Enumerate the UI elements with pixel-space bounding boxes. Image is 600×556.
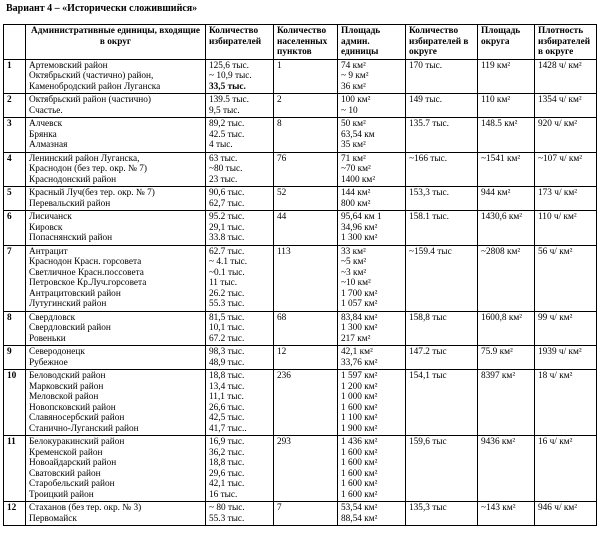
header-voters: Количество избирателей — [206, 25, 274, 60]
area-cell — [338, 211, 406, 246]
area-value: ~5 км² — [341, 257, 367, 267]
district-area-cell: 119 км² — [478, 59, 535, 94]
district-area-cell: 75.9 км² — [478, 346, 535, 370]
table-row — [4, 502, 597, 526]
area-value: ~ 10 — [341, 105, 358, 116]
voters-value: ~80 тыс. — [209, 164, 243, 174]
unit-name: Ленинский район Луганска, — [29, 153, 140, 164]
voters-value: 16,9 тыс. — [209, 437, 245, 447]
area-cell — [338, 311, 406, 346]
area-value: ~70 км² — [341, 164, 371, 174]
voters-value: 42,1 тыс. — [209, 479, 245, 489]
voters-value: 29,1 тыс. — [209, 222, 245, 233]
row-number: 1 — [4, 59, 26, 94]
voters-value: ~ 10,9 тыс. — [209, 71, 252, 81]
districts-table — [3, 24, 597, 526]
unit-name: Октябрьский (частично) район, — [29, 71, 154, 81]
header-area: Площадь админ. единицы — [338, 25, 406, 60]
voters-value: 42,5 тыс. — [209, 413, 245, 423]
unit-name: Меловской район — [29, 392, 99, 402]
area-value: 1 597 км² — [341, 371, 378, 381]
area-value: 1 600 км² — [341, 402, 378, 413]
settlements-cell: 12 — [274, 346, 338, 370]
unit-name: Антрацит — [29, 246, 68, 257]
header-settlements: Количество населенных пунктов — [274, 25, 338, 60]
units-cell — [26, 211, 206, 246]
unit-name: Кировск — [29, 222, 63, 233]
area-cell — [338, 436, 406, 502]
units-cell — [26, 311, 206, 346]
area-value: 33,76 км² — [341, 357, 378, 368]
settlements-cell: 76 — [274, 152, 338, 187]
unit-name: Попаснянский район — [29, 233, 113, 243]
voters-value: 48,9 тыс. — [209, 357, 245, 368]
district-area-cell: ~2808 км² — [478, 245, 535, 311]
document-title: Вариант 4 – «Исторически сложившийся» — [6, 3, 198, 14]
area-value: 1 600 км² — [341, 458, 378, 468]
unit-name: Новопсковский район — [29, 402, 116, 413]
unit-name: Троицкий район — [29, 489, 94, 500]
row-number: 2 — [4, 94, 26, 118]
voters-value: 62,7 тыс. — [209, 198, 245, 209]
unit-name: Ровеньки — [29, 333, 66, 344]
row-number: 9 — [4, 346, 26, 370]
voters-cell — [206, 502, 274, 526]
area-value: 100 км² — [341, 95, 371, 105]
header-density: Плотность избирателей в округе — [535, 25, 597, 60]
unit-name: Петровское Кр.Луч.горсовета — [29, 278, 147, 288]
units-cell — [26, 152, 206, 187]
area-value: 1400 км² — [341, 174, 376, 185]
unit-name: Рубежное — [29, 357, 68, 368]
voters-value: 55.3 тыс. — [209, 513, 245, 524]
area-value: 34,96 км² — [341, 222, 378, 233]
area-value: 50 км² — [341, 119, 366, 129]
area-value: 74 км² — [341, 60, 366, 71]
voters-value: 125,6 тыс. — [209, 60, 250, 71]
voters-value: 16 тыс. — [209, 489, 238, 500]
table-row — [4, 59, 597, 94]
units-cell — [26, 436, 206, 502]
voters-value: 4 тыс. — [209, 140, 233, 150]
unit-name: Кременской район — [29, 447, 103, 458]
district-area-cell: 8397 км² — [478, 370, 535, 436]
units-cell — [26, 370, 206, 436]
area-cell — [338, 346, 406, 370]
voters-value: 11 тыс. — [209, 278, 238, 288]
settlements-cell: 8 — [274, 118, 338, 153]
units-cell — [26, 502, 206, 526]
unit-name: Перевальский район — [29, 198, 111, 209]
row-number: 8 — [4, 311, 26, 346]
area-cell — [338, 187, 406, 211]
density-cell: 920 ч/ км² — [535, 118, 597, 153]
unit-name: Счастье. — [29, 105, 63, 116]
settlements-cell: 7 — [274, 502, 338, 526]
units-cell — [26, 59, 206, 94]
unit-name: Светличное Красн.поссовета — [29, 267, 144, 278]
district-voters-cell: 147.2 тыс — [406, 346, 478, 370]
unit-name: Первомайск — [29, 513, 77, 524]
district-voters-cell: 154,1 тыс — [406, 370, 478, 436]
table-row — [4, 152, 597, 187]
district-voters-cell: ~166 тыс. — [406, 152, 478, 187]
unit-name: Славяносербский район — [29, 413, 125, 423]
area-value: 1 300 км² — [341, 233, 378, 243]
header-district-voters: Количество избирателей в округе — [406, 25, 478, 60]
density-cell: 56 ч/ км² — [535, 245, 597, 311]
unit-name: Свердловский район — [29, 323, 111, 333]
voters-cell — [206, 346, 274, 370]
area-value: 1 057 км² — [341, 299, 378, 309]
voters-cell — [206, 370, 274, 436]
area-value: 1 436 км² — [341, 437, 378, 447]
area-value: ~10 км² — [341, 278, 371, 288]
unit-name: Каменобродский район Луганска — [29, 81, 161, 92]
row-number: 7 — [4, 245, 26, 311]
voters-value: 89,2 тыс. — [209, 119, 245, 129]
table-row — [4, 187, 597, 211]
row-number: 10 — [4, 370, 26, 436]
area-cell — [338, 94, 406, 118]
district-voters-cell: 170 тыс. — [406, 59, 478, 94]
area-cell — [338, 245, 406, 311]
density-cell: 1939 ч/ км² — [535, 346, 597, 370]
district-area-cell: ~143 км² — [478, 502, 535, 526]
voters-value: 67.2 тыс. — [209, 333, 245, 344]
district-area-cell: 110 км² — [478, 94, 535, 118]
area-value: 144 км² — [341, 188, 371, 198]
settlements-cell: 44 — [274, 211, 338, 246]
unit-name: Антрацитовский район — [29, 288, 121, 299]
settlements-cell: 293 — [274, 436, 338, 502]
voters-cell — [206, 311, 274, 346]
area-value: 217 км² — [341, 333, 371, 344]
unit-name: Красный Луч(без тер. окр. № 7) — [29, 188, 155, 198]
unit-name: Краснодон Красн. горсовета — [29, 257, 142, 267]
area-cell — [338, 152, 406, 187]
area-cell — [338, 370, 406, 436]
area-value: 1 000 км² — [341, 392, 378, 402]
voters-value: 29,6 тыс. — [209, 468, 245, 479]
units-cell — [26, 94, 206, 118]
table-row — [4, 118, 597, 153]
unit-name: Алмазная — [29, 140, 68, 150]
voters-value: 98,3 тыс. — [209, 347, 245, 357]
settlements-cell: 68 — [274, 311, 338, 346]
voters-value: 62.7 тыс. — [209, 246, 245, 257]
density-cell: 1428 ч/ км² — [535, 59, 597, 94]
area-value: 33 км² — [341, 246, 366, 257]
area-value: ~ 9 км² — [341, 71, 369, 81]
header-district-area: Площадь округа — [478, 25, 535, 60]
voters-value: 139.5 тыс. — [209, 95, 250, 105]
voters-value: 26.2 тыс. — [209, 288, 245, 299]
area-value: 88,54 км² — [341, 513, 378, 524]
voters-cell — [206, 59, 274, 94]
unit-name: Северодонецк — [29, 347, 85, 357]
table-row — [4, 311, 597, 346]
voters-value: 36,2 тыс. — [209, 447, 245, 458]
table-row — [4, 370, 597, 436]
unit-name: Краснодонский район — [29, 174, 117, 185]
unit-name: Старобельский район — [29, 479, 115, 489]
district-area-cell: ~1541 км² — [478, 152, 535, 187]
area-value: 53,54 км² — [341, 503, 378, 513]
area-cell — [338, 59, 406, 94]
voters-value: 95.2 тыс. — [209, 212, 245, 222]
area-value: 35 км² — [341, 140, 366, 150]
row-number: 11 — [4, 436, 26, 502]
header-row — [4, 25, 597, 60]
table-row — [4, 211, 597, 246]
area-cell — [338, 502, 406, 526]
voters-value: 33.8 тыс. — [209, 233, 245, 243]
unit-name: Сватовский район — [29, 468, 101, 479]
units-cell — [26, 346, 206, 370]
row-number: 12 — [4, 502, 26, 526]
unit-name: Новоайдарский район — [29, 458, 117, 468]
voters-value: 10,1 тыс. — [209, 323, 245, 333]
district-area-cell: 148.5 км² — [478, 118, 535, 153]
area-value: 1 100 км² — [341, 413, 378, 423]
voters-value: 81,5 тыс. — [209, 312, 245, 323]
district-voters-cell: 135,3 тыс — [406, 502, 478, 526]
settlements-cell: 1 — [274, 59, 338, 94]
area-value: 1 300 км² — [341, 323, 378, 333]
units-cell — [26, 187, 206, 211]
voters-value: 18,8 тыс. — [209, 371, 245, 381]
district-voters-cell: 149 тыс. — [406, 94, 478, 118]
unit-name: Лисичанск — [29, 212, 72, 222]
voters-value: 13,4 тыс. — [209, 381, 245, 392]
density-cell: 16 ч/ км² — [535, 436, 597, 502]
settlements-cell: 236 — [274, 370, 338, 436]
density-cell: 1354 ч/ км² — [535, 94, 597, 118]
district-voters-cell: 135.7 тыс. — [406, 118, 478, 153]
unit-name: Белокуракинский район — [29, 437, 125, 447]
voters-value: 11,1 тыс. — [209, 392, 245, 402]
voters-value: ~ 4.1 тыс. — [209, 257, 248, 267]
district-voters-cell: 153,3 тыс. — [406, 187, 478, 211]
unit-name: Краснодон (без тер. окр. № 7) — [29, 164, 147, 174]
area-value: 1 600 км² — [341, 489, 378, 500]
units-cell — [26, 118, 206, 153]
table-row — [4, 346, 597, 370]
area-value: 36 км² — [341, 81, 366, 92]
table-row — [4, 245, 597, 311]
district-voters-cell: ~159.4 тыс — [406, 245, 478, 311]
area-value: 71 км² — [341, 153, 366, 164]
table-row — [4, 436, 597, 502]
area-value: 1 600 км² — [341, 468, 378, 479]
density-cell: 946 ч/ км² — [535, 502, 597, 526]
voters-value: ~ 80 тыс. — [209, 503, 245, 513]
voters-cell — [206, 187, 274, 211]
voters-value: 23 тыс. — [209, 174, 238, 185]
voters-value: 33,5 тыс. — [209, 81, 246, 92]
district-area-cell: 944 км² — [478, 187, 535, 211]
row-number: 5 — [4, 187, 26, 211]
area-value: 1 200 км² — [341, 381, 378, 392]
voters-value: 63 тыс. — [209, 153, 238, 164]
unit-name: Стаханов (без тер. окр. № 3) — [29, 503, 142, 513]
area-value: 1 900 км² — [341, 423, 378, 434]
unit-name: Марковский район — [29, 381, 104, 392]
settlements-cell: 2 — [274, 94, 338, 118]
area-value: 95,64 км 1 — [341, 212, 382, 222]
district-voters-cell: 158.1 тыс. — [406, 211, 478, 246]
voters-value: 42.5 тыс. — [209, 129, 245, 140]
unit-name: Лутугинский район — [29, 299, 107, 309]
voters-cell — [206, 152, 274, 187]
voters-cell — [206, 118, 274, 153]
voters-cell — [206, 436, 274, 502]
units-cell — [26, 245, 206, 311]
area-value: 800 км² — [341, 198, 371, 209]
voters-cell — [206, 94, 274, 118]
unit-name: Алчевск — [29, 119, 63, 129]
district-area-cell: 1600,8 км² — [478, 311, 535, 346]
table-body — [4, 59, 597, 526]
row-number: 6 — [4, 211, 26, 246]
area-value: 1 600 км² — [341, 447, 378, 458]
density-cell: ~107 ч/ км² — [535, 152, 597, 187]
area-value: 1 700 км² — [341, 288, 378, 299]
row-number: 4 — [4, 152, 26, 187]
settlements-cell: 113 — [274, 245, 338, 311]
header-units: Административные единицы, входящие в округ — [26, 25, 206, 60]
area-value: 83,84 км² — [341, 312, 378, 323]
district-voters-cell: 158,8 тыс — [406, 311, 478, 346]
district-area-cell: 1430,6 км² — [478, 211, 535, 246]
unit-name: Станично-Луганский район — [29, 423, 139, 434]
area-value: 1 600 км² — [341, 479, 378, 489]
unit-name: Артемовский район — [29, 60, 108, 71]
row-number: 3 — [4, 118, 26, 153]
voters-value: 9,5 тыс. — [209, 105, 240, 116]
settlements-cell: 52 — [274, 187, 338, 211]
density-cell: 99 ч/ км² — [535, 311, 597, 346]
density-cell: 18 ч/ км² — [535, 370, 597, 436]
area-value: ~3 км² — [341, 267, 367, 278]
area-value: 42,1 км² — [341, 347, 373, 357]
density-cell: 173 ч/ км² — [535, 187, 597, 211]
area-cell — [338, 118, 406, 153]
district-area-cell: 9436 км² — [478, 436, 535, 502]
unit-name: Свердловск — [29, 312, 76, 323]
voters-value: 55.3 тыс. — [209, 299, 245, 309]
voters-cell — [206, 245, 274, 311]
density-cell: 110 ч/ км² — [535, 211, 597, 246]
voters-value: 41,7 тыс.. — [209, 423, 247, 434]
voters-value: 90,6 тыс. — [209, 188, 245, 198]
voters-value: 18,8 тыс. — [209, 458, 245, 468]
unit-name: Беловодский район — [29, 371, 106, 381]
voters-cell — [206, 211, 274, 246]
area-value: 63,54 км — [341, 129, 375, 140]
voters-value: 26,6 тыс. — [209, 402, 245, 413]
table-row — [4, 94, 597, 118]
unit-name: Брянка — [29, 129, 57, 140]
voters-value: ~0.1 тыс. — [209, 267, 245, 278]
header-num — [4, 25, 26, 60]
unit-name: Октябрьский район (частично) — [29, 95, 152, 105]
district-voters-cell: 159,6 тыс — [406, 436, 478, 502]
